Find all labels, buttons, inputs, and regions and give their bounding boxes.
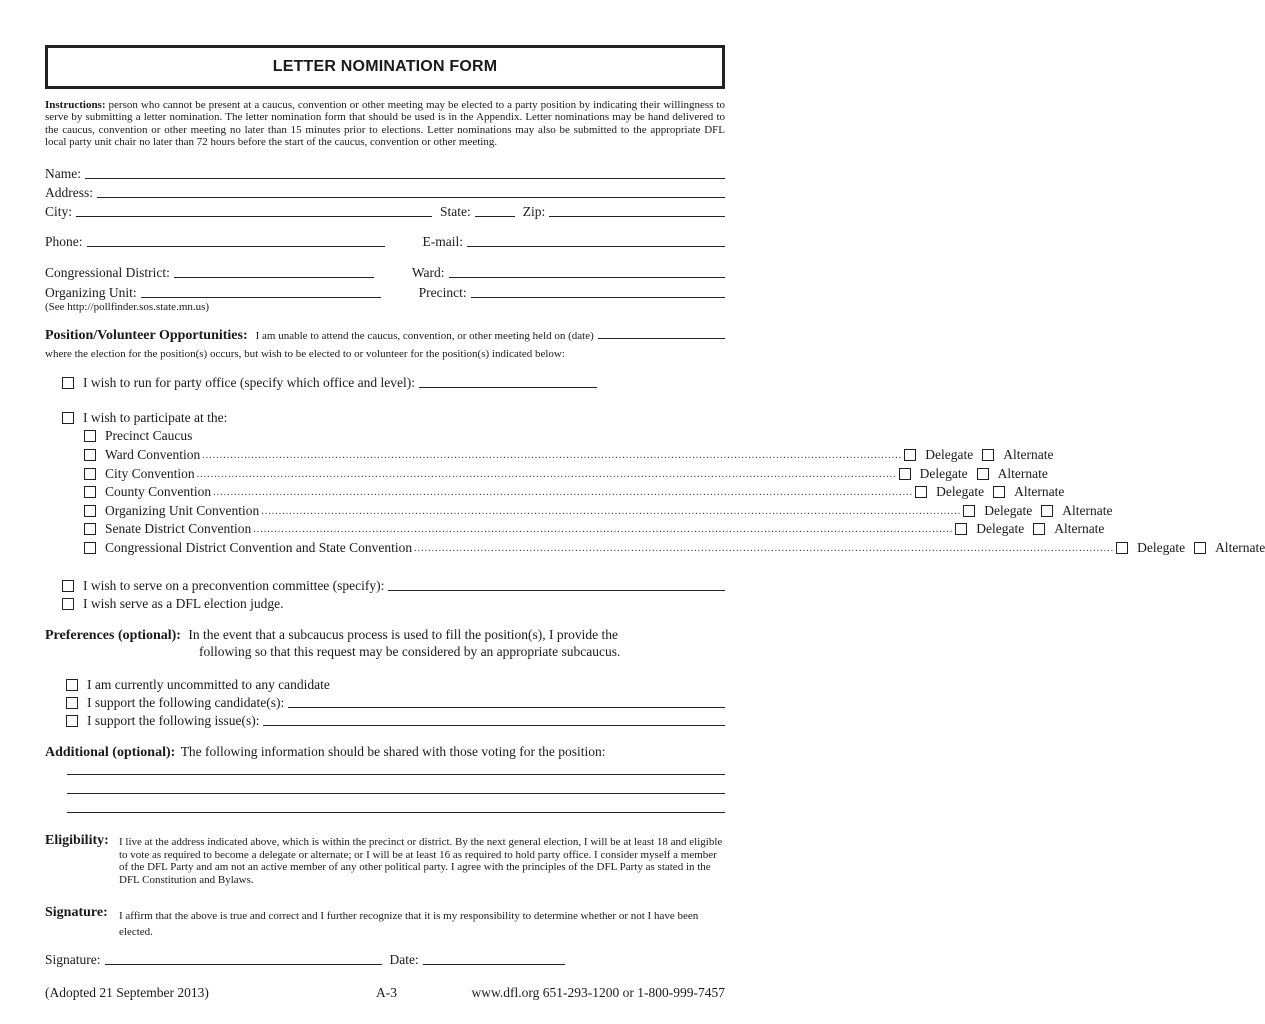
additional-text: The following information should be shared with those voting for the position: bbox=[180, 744, 606, 759]
convention-row bbox=[84, 520, 1105, 538]
convention-label: Ward Convention bbox=[105, 447, 201, 462]
footer-page-number: A-3 bbox=[376, 985, 397, 1000]
convention-row bbox=[84, 465, 1048, 483]
election-judge-checkbox[interactable] bbox=[62, 598, 74, 610]
address-field[interactable] bbox=[97, 197, 725, 198]
alternate-option bbox=[1033, 521, 1104, 537]
city-label: City: bbox=[45, 204, 73, 219]
alternate-option bbox=[982, 447, 1053, 463]
precinct-field[interactable] bbox=[471, 297, 725, 298]
delegate-label: Delegate bbox=[919, 465, 968, 481]
delegate-checkbox[interactable] bbox=[955, 523, 967, 535]
preferences-text-1: In the event that a subcaucus process is used to fill the position(s), I provide the bbox=[188, 627, 618, 642]
delegate-label: Delegate bbox=[925, 447, 974, 462]
alternate-label: Alternate bbox=[1054, 521, 1105, 537]
convention-label: Organizing Unit Convention bbox=[105, 502, 260, 518]
participate-option bbox=[62, 410, 227, 426]
alternate-option bbox=[993, 484, 1064, 500]
candidates-label: I support the following candidate(s): bbox=[87, 695, 285, 710]
issues-label: I support the following issue(s): bbox=[87, 713, 260, 728]
instructions-label: Instructions: bbox=[45, 99, 106, 111]
organizing-unit-row bbox=[45, 283, 725, 301]
convention-checkbox[interactable] bbox=[84, 449, 96, 461]
eligibility-text: I live at the address indicated above, which is within the precinct or district. By the next general election, I will be at least 18 and eligible to vote as required to become a delegate or alternate; or I will be at least 16 as required to hold party office. I consider myself a member of the DFL Party and am not an active member of any other political party. I agree with the principles of the DFL Party as stated in the DFL Constitution and Bylaws. bbox=[119, 836, 723, 886]
leader-dots: ........................................................................................................................................................................................................ bbox=[414, 543, 1115, 554]
election-judge-option bbox=[62, 596, 283, 612]
delegate-option bbox=[899, 466, 968, 482]
signature-row bbox=[45, 950, 565, 968]
leader-dots: ........................................................................................................................................................................................................ bbox=[253, 524, 954, 536]
delegate-option bbox=[955, 521, 1024, 537]
delegate-checkbox[interactable] bbox=[915, 486, 927, 498]
alternate-option bbox=[977, 466, 1048, 482]
position-heading-row bbox=[45, 328, 725, 346]
candidates-option bbox=[66, 695, 725, 711]
convention-row bbox=[84, 446, 1054, 464]
delegate-option bbox=[915, 484, 984, 500]
alternate-checkbox[interactable] bbox=[993, 486, 1005, 498]
convention-label: Senate District Convention bbox=[105, 521, 252, 537]
alternate-label: Alternate bbox=[997, 465, 1048, 481]
position-text-2: where the election for the position(s) occurs, but wish to be elected to or volunteer for the position(s) indicated below: bbox=[45, 348, 565, 360]
issues-checkbox[interactable] bbox=[66, 715, 78, 727]
convention-label: City Convention bbox=[105, 465, 195, 481]
address-row bbox=[45, 183, 725, 201]
additional-line-2[interactable] bbox=[67, 793, 725, 794]
signature-heading: Signature: bbox=[45, 905, 108, 920]
signature-label: Signature: bbox=[45, 952, 101, 967]
run-office-checkbox[interactable] bbox=[62, 377, 74, 389]
phone-field[interactable] bbox=[87, 246, 385, 247]
ward-field[interactable] bbox=[449, 277, 725, 278]
zip-label: Zip: bbox=[522, 204, 546, 219]
delegate-option bbox=[904, 447, 973, 463]
run-office-field[interactable] bbox=[419, 387, 597, 388]
convention-label: County Convention bbox=[105, 484, 212, 500]
phone-label: Phone: bbox=[45, 234, 83, 249]
issues-option bbox=[66, 713, 725, 729]
preferences-heading: Preferences (optional): bbox=[45, 628, 181, 643]
instructions-text: person who cannot be present at a caucus, convention or other meeting may be elected to a party position by indicating their willingness to serve by submitting a letter nomination. The letter nomination form that should be used is in the Appendix. Letter nominations may be hand delivered to the caucus, convention or other meeting no later than 15 minutes prior to elections. Letter nominations may also be submitted to the appropriate DFL local party unit chair no later than 72 hours before the start of the caucus, convention or other meeting. bbox=[45, 99, 726, 149]
uncommitted-option bbox=[66, 677, 330, 693]
leader-dots: ........................................................................................................................................................................................................ bbox=[202, 450, 903, 461]
candidates-checkbox[interactable] bbox=[66, 697, 78, 709]
alternate-label: Alternate bbox=[1003, 447, 1054, 462]
form-title: LETTER NOMINATION FORM bbox=[272, 58, 498, 75]
additional-line-1[interactable] bbox=[67, 774, 725, 775]
organizing-unit-label: Organizing Unit: bbox=[45, 285, 137, 300]
footer-adopted: (Adopted 21 September 2013) bbox=[45, 985, 209, 1000]
signature-field[interactable] bbox=[105, 964, 382, 965]
position-heading: Position/Volunteer Opportunities: bbox=[45, 328, 248, 343]
convention-checkbox[interactable] bbox=[84, 505, 96, 517]
additional-heading-row bbox=[45, 744, 606, 761]
alternate-label: Alternate bbox=[1062, 502, 1113, 518]
state-field[interactable] bbox=[475, 216, 515, 217]
convention-checkbox[interactable] bbox=[84, 468, 96, 480]
email-field[interactable] bbox=[467, 246, 725, 247]
eligibility-heading: Eligibility: bbox=[45, 833, 109, 848]
preferences-text-2: following so that this request may be considered by an appropriate subcaucus. bbox=[199, 644, 621, 659]
leader-dots: ........................................................................................................................................................................................................ bbox=[261, 505, 962, 517]
delegate-label: Delegate bbox=[1137, 540, 1186, 555]
alternate-label: Alternate bbox=[1014, 484, 1065, 500]
additional-heading: Additional (optional): bbox=[45, 745, 176, 760]
convention-checkbox[interactable] bbox=[84, 542, 96, 554]
alternate-checkbox[interactable] bbox=[1033, 523, 1045, 535]
ward-label: Ward: bbox=[411, 265, 445, 280]
email-label: E-mail: bbox=[422, 234, 464, 249]
leader-dots: ........................................................................................................................................................................................................ bbox=[213, 487, 914, 499]
preferences-heading-row bbox=[45, 627, 618, 644]
delegate-option bbox=[1116, 540, 1185, 556]
zip-field[interactable] bbox=[549, 216, 725, 217]
footer-contact: www.dfl.org 651-293-1200 or 1-800-999-7457 bbox=[471, 985, 725, 1000]
precinct-caucus-checkbox[interactable] bbox=[84, 430, 96, 442]
date-sign-field[interactable] bbox=[423, 964, 565, 965]
participate-checkbox[interactable] bbox=[62, 412, 74, 424]
instructions bbox=[45, 99, 725, 149]
name-row bbox=[45, 164, 725, 182]
candidates-field[interactable] bbox=[288, 707, 725, 708]
delegate-checkbox[interactable] bbox=[1116, 542, 1128, 554]
phone-row bbox=[45, 232, 725, 250]
address-label: Address: bbox=[45, 185, 93, 200]
position-text-1: I am unable to attend the caucus, convention, or other meeting held on (date) bbox=[255, 330, 594, 342]
precinct-caucus-option bbox=[84, 428, 192, 444]
preconvention-checkbox[interactable] bbox=[62, 580, 74, 592]
delegate-checkbox[interactable] bbox=[963, 505, 975, 517]
convention-row bbox=[84, 483, 1065, 501]
form-title-box bbox=[45, 45, 725, 89]
convention-row bbox=[84, 502, 1113, 520]
uncommitted-checkbox[interactable] bbox=[66, 679, 78, 691]
convention-row bbox=[84, 539, 1265, 557]
precinct-label: Precinct: bbox=[418, 285, 467, 300]
run-office-label: I wish to run for party office (specify which office and level): bbox=[83, 375, 416, 390]
alternate-label: Alternate bbox=[1215, 540, 1265, 555]
preconvention-field[interactable] bbox=[388, 590, 725, 591]
preconvention-option bbox=[62, 578, 725, 594]
alternate-option bbox=[1041, 503, 1112, 519]
congressional-district-field[interactable] bbox=[174, 277, 374, 278]
alternate-checkbox[interactable] bbox=[977, 468, 989, 480]
name-label: Name: bbox=[45, 166, 81, 181]
uncommitted-label: I am currently uncommitted to any candidate bbox=[87, 677, 330, 692]
precinct-caucus-label: Precinct Caucus bbox=[105, 428, 193, 443]
delegate-option bbox=[963, 503, 1032, 519]
city-field[interactable] bbox=[76, 216, 432, 217]
alternate-checkbox[interactable] bbox=[1041, 505, 1053, 517]
name-field[interactable] bbox=[85, 178, 725, 179]
participate-label: I wish to participate at the: bbox=[83, 410, 228, 425]
delegate-label: Delegate bbox=[984, 502, 1033, 518]
organizing-unit-field[interactable] bbox=[141, 297, 381, 298]
district-row bbox=[45, 263, 725, 281]
date-field[interactable] bbox=[598, 338, 725, 339]
congressional-district-label: Congressional District: bbox=[45, 265, 170, 280]
delegate-label: Delegate bbox=[976, 521, 1025, 537]
alternate-option bbox=[1194, 540, 1265, 556]
alternate-checkbox[interactable] bbox=[982, 449, 994, 461]
alternate-checkbox[interactable] bbox=[1194, 542, 1206, 554]
election-judge-label: I wish serve as a DFL election judge. bbox=[83, 596, 284, 611]
pollfinder-link: (See http://pollfinder.sos.state.mn.us) bbox=[45, 301, 210, 313]
state-label: State: bbox=[440, 204, 471, 219]
additional-line-3[interactable] bbox=[67, 812, 725, 813]
date-label: Date: bbox=[389, 952, 419, 967]
issues-field[interactable] bbox=[263, 725, 725, 726]
signature-text: I affirm that the above is true and correct and I further recognize that it is my responsibility to determine whether or not I have been elected. bbox=[119, 910, 699, 938]
leader-dots: ........................................................................................................................................................................................................ bbox=[196, 468, 897, 480]
delegate-checkbox[interactable] bbox=[904, 449, 916, 461]
convention-checkbox[interactable] bbox=[84, 523, 96, 535]
run-office-option bbox=[62, 375, 597, 391]
preconvention-label: I wish to serve on a preconvention committee (specify): bbox=[83, 578, 385, 593]
convention-label: Congressional District Convention and State Convention bbox=[105, 540, 413, 555]
city-row bbox=[45, 202, 725, 220]
delegate-checkbox[interactable] bbox=[899, 468, 911, 480]
delegate-label: Delegate bbox=[936, 484, 985, 500]
convention-checkbox[interactable] bbox=[84, 486, 96, 498]
